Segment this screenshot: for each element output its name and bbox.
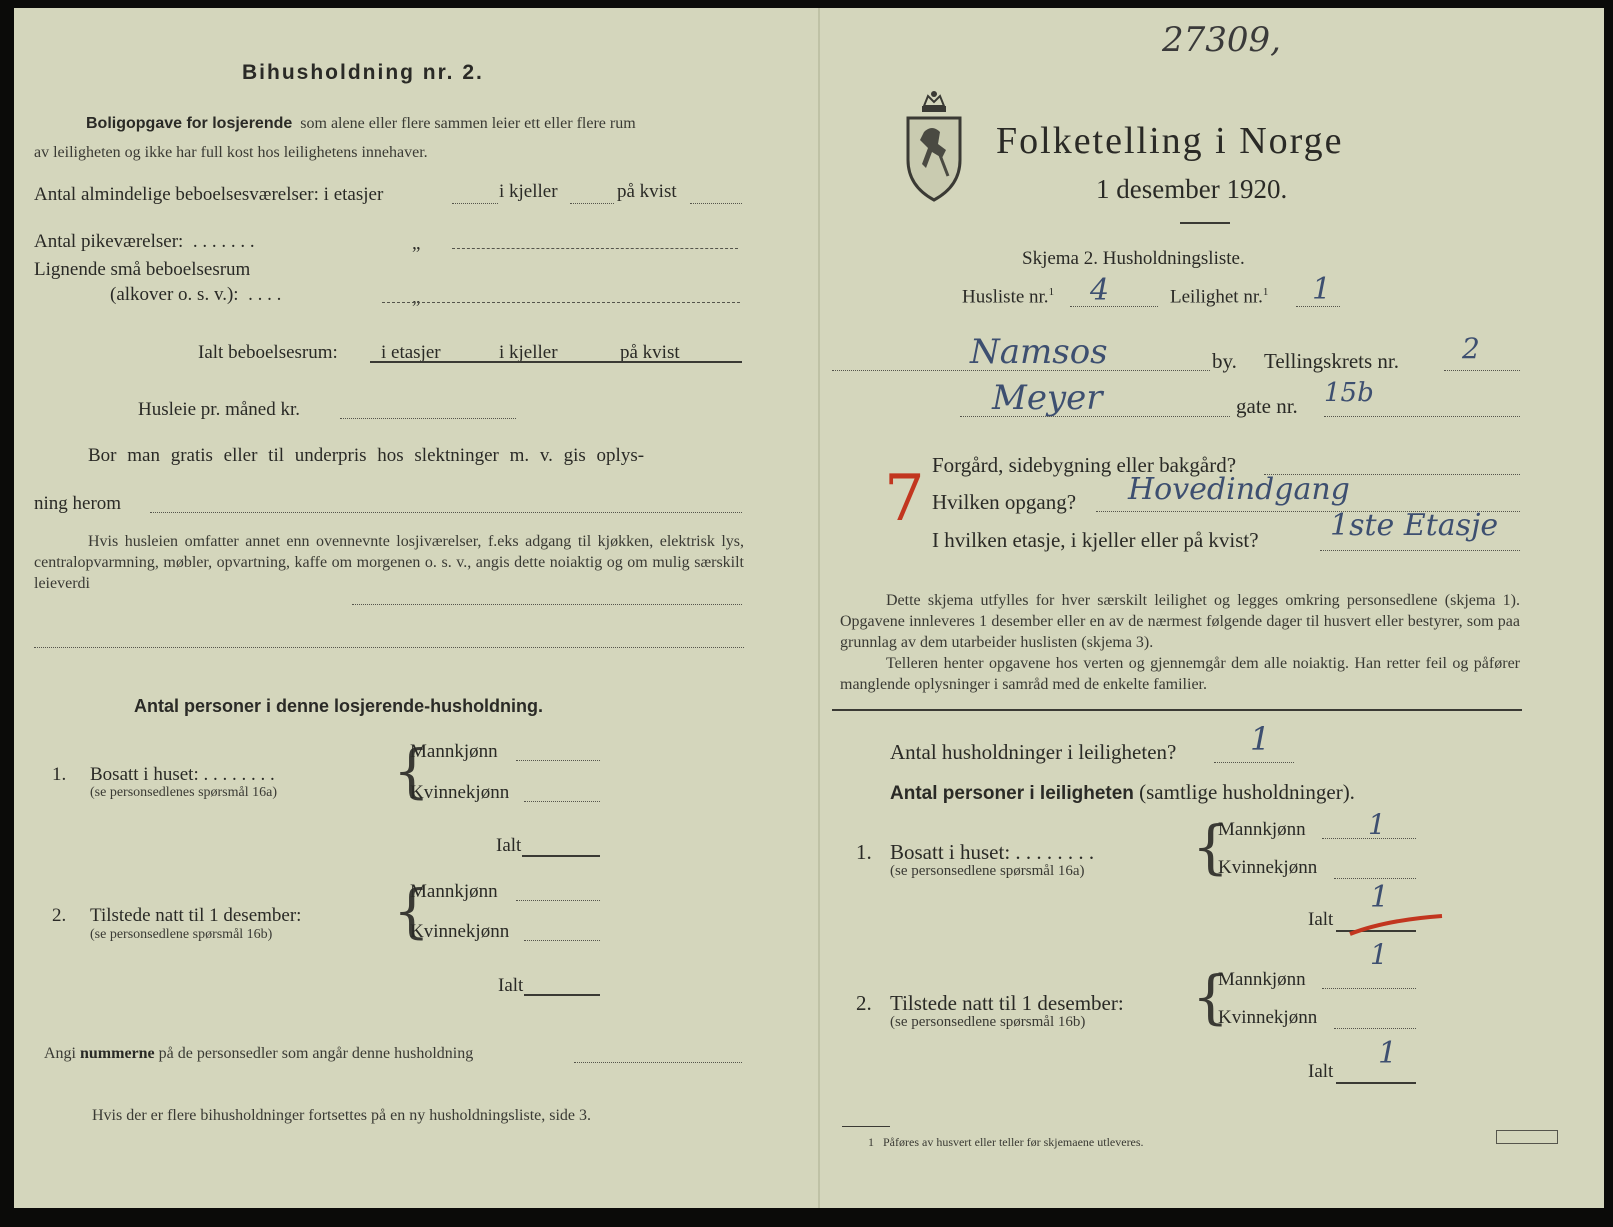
schema-label: Skjema 2. Husholdningsliste. bbox=[1022, 248, 1245, 269]
husliste-sup: 1 bbox=[1048, 286, 1055, 298]
rent-paragraph: Hvis husleien omfatter annet enn ovennevnte losjiværelser, f.eks adgang til kjøkken, elektrisk lys, centralopvarmning, møbler, opvartning, kaffe om morgenen o. s. v., angis dette noiaktig og om mulig særskilt leieverdi bbox=[34, 533, 744, 592]
opgang-label: Hvilken opgang? bbox=[932, 490, 1077, 514]
right-q1-brace: { bbox=[1192, 813, 1229, 881]
maids-label: Antal pikeværelser: . . . . . . . bbox=[34, 231, 255, 252]
right-title: Folketelling i Norge bbox=[996, 120, 1344, 162]
instructions-p1: Dette skjema utfylles for hver særskilt leilighet og legges omkring personsedlene (skjema 1). Opgavene innleveres 1 desember eller en av de nærmest følgende dager til husvert eller bestyrer, som paa grunnlag av dem utarbeider huslisten (skjema 3). bbox=[840, 592, 1520, 651]
left-q1-num: 1. bbox=[52, 764, 67, 785]
husliste-value: 4 bbox=[1090, 273, 1110, 308]
street-field[interactable] bbox=[960, 416, 1230, 417]
total-attic-label: på kvist bbox=[620, 342, 680, 363]
rooms-cellar-field[interactable] bbox=[570, 203, 614, 204]
numbers-label bbox=[44, 1046, 473, 1062]
etasje-label: I hvilken etasje, i kjeller eller på kvist? bbox=[932, 528, 1259, 552]
right-q1-num: 1. bbox=[856, 840, 872, 864]
gate-value: 15b bbox=[1324, 378, 1374, 408]
census-date: 1 desember 1920. bbox=[1096, 174, 1288, 204]
left-persons-heading: Antal personer i denne losjerende-husholdning. bbox=[134, 696, 544, 716]
krets-value: 2 bbox=[1462, 332, 1480, 365]
opgang-value: Hovedindgang bbox=[1128, 472, 1350, 507]
households-value: 1 bbox=[1250, 720, 1271, 758]
etasje-value: 1ste Etasje bbox=[1330, 508, 1499, 543]
coat-of-arms-icon bbox=[902, 88, 966, 204]
right-q1-female-field[interactable] bbox=[1334, 878, 1416, 879]
rent-value-field[interactable] bbox=[352, 604, 742, 605]
right-q1-label-text: Bosatt i huset: bbox=[890, 840, 1011, 864]
left-q1-male-field[interactable] bbox=[516, 760, 600, 761]
rooms-floors-field[interactable] bbox=[452, 203, 498, 204]
printer-stamp bbox=[1496, 1130, 1558, 1144]
ditto-1: „ bbox=[412, 233, 421, 254]
intro-text bbox=[86, 116, 636, 132]
leilighet-label-text: Leilighet nr. bbox=[1170, 286, 1263, 308]
rooms-cellar-label: i kjeller bbox=[499, 181, 558, 202]
left-q1-total: Ialt bbox=[496, 835, 522, 856]
left-q1-total-field[interactable] bbox=[522, 855, 600, 857]
right-q2-male: Mannkjønn bbox=[1218, 969, 1306, 990]
right-divider bbox=[832, 709, 1522, 711]
right-q2-male-field[interactable] bbox=[1322, 988, 1416, 989]
left-q2-sub: (se personsedlene spørsmål 16b) bbox=[90, 927, 273, 942]
husliste-label bbox=[962, 287, 1054, 306]
maids-field[interactable] bbox=[452, 248, 738, 249]
intro-rest: som alene eller flere sammen leier ett eller flere rum bbox=[300, 115, 636, 132]
forgard-label: Forgård, sidebygning eller bakgård? bbox=[932, 453, 1237, 477]
red-strike-icon bbox=[1346, 912, 1446, 938]
left-divider bbox=[34, 647, 744, 648]
left-q2-male: Mannkjønn bbox=[410, 881, 498, 902]
left-q2-brace: { bbox=[393, 877, 430, 945]
krets-label: Tellingskrets nr. bbox=[1264, 349, 1400, 373]
leilighet-value: 1 bbox=[1312, 272, 1332, 307]
left-title: Bihusholdning nr. 2. bbox=[242, 61, 484, 84]
archive-number: 27309, bbox=[1162, 20, 1281, 60]
instructions-p2: Telleren henter opgavene hos verten og gjennemgår dem alle noiaktig. Han retter feil og påfører manglende oplysninger i samråd med de enkelte familier. bbox=[840, 655, 1520, 693]
rooms-label: Antal almindelige beboelsesværelser: i etasjer bbox=[34, 184, 384, 205]
households-label: Antal husholdninger i leiligheten? bbox=[890, 740, 1177, 764]
total-rooms-label: Ialt beboelsesrum: bbox=[198, 342, 338, 363]
right-q2-sub: (se personsedlene spørsmål 16b) bbox=[890, 1014, 1086, 1030]
right-q1-total-new: 1 bbox=[1370, 938, 1388, 971]
right-q2-total-value: 1 bbox=[1378, 1036, 1398, 1071]
small-rooms-field[interactable] bbox=[382, 302, 740, 303]
page-fold bbox=[818, 8, 820, 1208]
total-floors-label: i etasjer bbox=[381, 342, 441, 363]
small-rooms-l1: Lignende små beboelsesrum bbox=[34, 259, 251, 280]
right-q2-female: Kvinnekjønn bbox=[1218, 1007, 1318, 1028]
left-q1-sub: (se personsedlenes spørsmål 16a) bbox=[90, 785, 278, 800]
numbers-rest: på de personsedler som angår denne husholdning bbox=[158, 1045, 474, 1062]
left-q2-total-field[interactable] bbox=[524, 994, 600, 996]
right-q1-total: Ialt bbox=[1308, 909, 1334, 930]
ditto-2: „ bbox=[412, 287, 421, 308]
krets-field[interactable] bbox=[1444, 370, 1520, 371]
leilighet-label bbox=[1170, 287, 1268, 306]
city-field[interactable] bbox=[832, 370, 1210, 371]
street-value: Meyer bbox=[992, 378, 1103, 418]
right-q1-label: Bosatt i huset: . . . . . . . . bbox=[890, 840, 1095, 864]
rent-label: Husleie pr. måned kr. bbox=[138, 399, 300, 420]
city-label: by. bbox=[1212, 349, 1237, 373]
right-persons-bold: Antal personer i leiligheten bbox=[890, 783, 1134, 804]
total-cellar-label: i kjeller bbox=[499, 342, 558, 363]
numbers-field[interactable] bbox=[574, 1062, 742, 1063]
rent-field[interactable] bbox=[340, 418, 516, 419]
small-rooms-l2: (alkover o. s. v.): . . . . bbox=[110, 284, 282, 305]
right-q2-female-field[interactable] bbox=[1334, 1028, 1416, 1029]
free-l2: ning herom bbox=[34, 493, 122, 514]
households-field[interactable] bbox=[1214, 762, 1294, 763]
right-q2-brace: { bbox=[1192, 963, 1229, 1031]
husliste-label-text: Husliste nr. bbox=[962, 286, 1049, 308]
rooms-attic-field[interactable] bbox=[690, 203, 742, 204]
right-q2-total: Ialt bbox=[1308, 1061, 1334, 1082]
red-mark: 7 bbox=[884, 462, 925, 536]
left-q1-female-field[interactable] bbox=[524, 801, 600, 802]
continue-note: Hvis der er flere bihusholdninger fortsettes på en ny husholdningsliste, side 3. bbox=[92, 1107, 592, 1124]
numbers-pre: Angi bbox=[44, 1045, 76, 1062]
right-q2-num: 2. bbox=[856, 991, 872, 1015]
intro-line2: av leiligheten og ikke har full kost hos leilighetens innehaver. bbox=[34, 144, 428, 161]
right-persons-heading bbox=[890, 782, 1355, 803]
left-q1-label: Bosatt i huset: . . . . . . . . bbox=[90, 764, 275, 785]
total-rooms-rule bbox=[370, 361, 742, 363]
footnote-rule bbox=[842, 1126, 890, 1127]
free-l1: Bor man gratis eller til underpris hos slektninger m. v. gis oplys- bbox=[88, 445, 645, 466]
gate-field[interactable] bbox=[1324, 416, 1520, 417]
right-persons-rest: (samtlige husholdninger). bbox=[1139, 780, 1355, 804]
left-q1-brace: { bbox=[393, 737, 430, 805]
left-q1-female: Kvinnekjønn bbox=[410, 782, 510, 803]
rooms-attic-label: på kvist bbox=[617, 181, 677, 202]
etasje-field[interactable] bbox=[1320, 550, 1520, 551]
left-q1-label-text: Bosatt i huset: bbox=[90, 764, 199, 785]
left-q2-female: Kvinnekjønn bbox=[410, 921, 510, 942]
maids-label-text: Antal pikeværelser: bbox=[34, 231, 184, 252]
gate-label: gate nr. bbox=[1236, 394, 1298, 418]
footnote-text: Påføres av husvert eller teller før skjemaene utleveres. bbox=[883, 1135, 1144, 1149]
title-rule bbox=[1180, 222, 1230, 224]
city-value: Namsos bbox=[970, 332, 1108, 372]
numbers-bold: nummerne bbox=[80, 1045, 155, 1062]
husliste-field[interactable] bbox=[1070, 306, 1158, 307]
right-q1-female: Kvinnekjønn bbox=[1218, 857, 1318, 878]
leilighet-sup: 1 bbox=[1262, 286, 1269, 298]
right-q2-total-field[interactable] bbox=[1336, 1082, 1416, 1084]
left-q2-male-field[interactable] bbox=[516, 900, 600, 901]
footnote-mark: 1 bbox=[868, 1135, 874, 1149]
left-q2-num: 2. bbox=[52, 905, 67, 926]
left-q1-male: Mannkjønn bbox=[410, 741, 498, 762]
small-rooms-l2-text: (alkover o. s. v.): bbox=[110, 284, 239, 305]
right-q1-sub: (se personsedlene spørsmål 16a) bbox=[890, 863, 1085, 879]
right-q1-total-old: 1 bbox=[1370, 880, 1390, 915]
right-q2-label: Tilstede natt til 1 desember: bbox=[890, 991, 1124, 1015]
footnote bbox=[868, 1136, 1144, 1148]
free-field[interactable] bbox=[150, 512, 742, 513]
left-q2-label: Tilstede natt til 1 desember: bbox=[90, 905, 302, 926]
intro-bold: Boligopgave for losjerende bbox=[86, 115, 293, 132]
left-q2-female-field[interactable] bbox=[524, 940, 600, 941]
left-q2-total: Ialt bbox=[498, 975, 524, 996]
right-q1-male: Mannkjønn bbox=[1218, 819, 1306, 840]
right-q1-male-value: 1 bbox=[1368, 808, 1386, 841]
